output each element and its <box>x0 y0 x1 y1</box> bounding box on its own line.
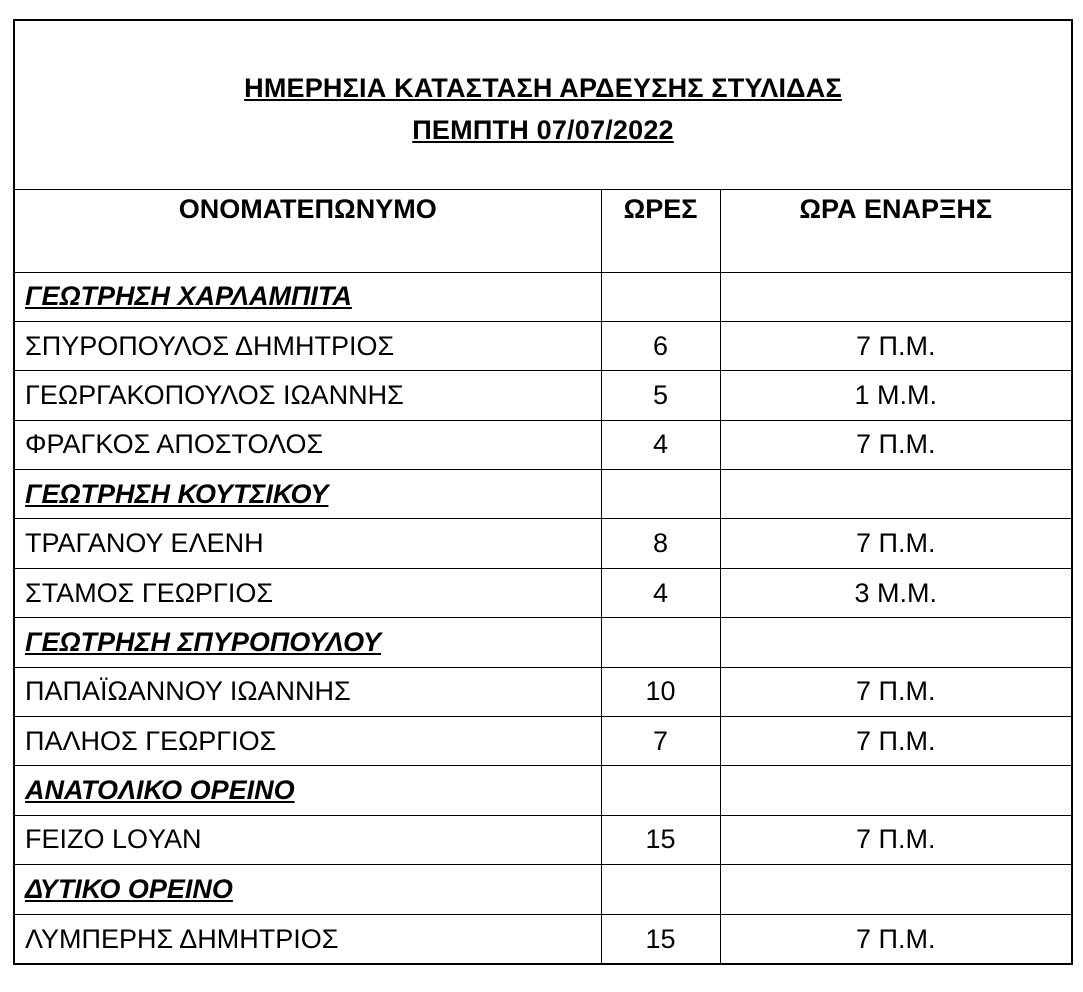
document-title: ΗΜΕΡΗΣΙΑ ΚΑΤΑΣΤΑΣΗ ΑΡΔΕΥΣΗΣ ΣΤΥΛΙΔΑΣ <box>244 73 842 103</box>
table-header-row <box>15 190 1071 272</box>
header-name: ΟΝΟΜΑΤΕΠΩΝΥΜΟ <box>15 190 601 272</box>
hours-cell: 7 <box>601 717 720 766</box>
irrigation-schedule-sheet <box>13 19 1073 965</box>
start-time-cell: 7 Π.Μ. <box>720 717 1071 766</box>
section-row <box>15 618 1071 667</box>
start-time-cell: 7 Π.Μ. <box>720 815 1071 864</box>
section-title: ΓΕΩΤΡΗΣΗ ΧΑΡΛΑΜΠΙΤΑ <box>15 272 601 321</box>
start-time-cell <box>720 766 1071 815</box>
hours-cell: 4 <box>601 568 720 617</box>
table-row <box>15 420 1071 469</box>
table-row <box>15 568 1071 617</box>
table-row <box>15 914 1071 963</box>
table-row <box>15 717 1071 766</box>
person-name: ΦΡΑΓΚΟΣ ΑΠΟΣΤΟΛΟΣ <box>15 420 601 469</box>
hours-cell: 15 <box>601 914 720 963</box>
person-name: ΓΕΩΡΓΑΚΟΠΟΥΛΟΣ ΙΩΑΝΝΗΣ <box>15 371 601 420</box>
person-name: ΠΑΛΗΟΣ ΓΕΩΡΓΙΟΣ <box>15 717 601 766</box>
hours-cell: 6 <box>601 321 720 370</box>
start-time-cell: 7 Π.Μ. <box>720 667 1071 716</box>
section-title: ΔΥΤΙΚΟ ΟΡΕΙΝΟ <box>15 865 601 914</box>
section-row <box>15 470 1071 519</box>
table-row <box>15 815 1071 864</box>
table-row <box>15 321 1071 370</box>
start-time-cell <box>720 272 1071 321</box>
document-date: ΠΕΜΠΤΗ 07/07/2022 <box>412 115 674 145</box>
start-time-cell: 7 Π.Μ. <box>720 914 1071 963</box>
section-row <box>15 766 1071 815</box>
section-title: ΓΕΩΤΡΗΣΗ ΚΟΥΤΣΙΚΟΥ <box>15 470 601 519</box>
header-start-time: ΩΡΑ ΕΝΑΡΞΗΣ <box>720 190 1071 272</box>
hours-cell: 10 <box>601 667 720 716</box>
person-name: ΣΤΑΜΟΣ ΓΕΩΡΓΙΟΣ <box>15 568 601 617</box>
start-time-cell: 3 Μ.Μ. <box>720 568 1071 617</box>
hours-cell: 5 <box>601 371 720 420</box>
person-name: ΛΥΜΠΕΡΗΣ ΔΗΜΗΤΡΙΟΣ <box>15 914 601 963</box>
section-row <box>15 272 1071 321</box>
section-title: ΑΝΑΤΟΛΙΚΟ ΟΡΕΙΝΟ <box>15 766 601 815</box>
header-hours: ΩΡΕΣ <box>601 190 720 272</box>
hours-cell <box>601 272 720 321</box>
hours-cell: 4 <box>601 420 720 469</box>
person-name: FEIZO LOYAN <box>15 815 601 864</box>
start-time-cell <box>720 865 1071 914</box>
table-body <box>15 272 1071 963</box>
hours-cell <box>601 470 720 519</box>
table-row <box>15 371 1071 420</box>
table-row <box>15 667 1071 716</box>
schedule-table <box>15 190 1071 963</box>
hours-cell <box>601 766 720 815</box>
hours-cell <box>601 618 720 667</box>
person-name: ΤΡΑΓΑΝΟΥ ΕΛΕΝΗ <box>15 519 601 568</box>
start-time-cell: 7 Π.Μ. <box>720 420 1071 469</box>
start-time-cell: 7 Π.Μ. <box>720 519 1071 568</box>
start-time-cell <box>720 618 1071 667</box>
start-time-cell: 1 Μ.Μ. <box>720 371 1071 420</box>
title-block <box>15 21 1071 190</box>
section-title: ΓΕΩΤΡΗΣΗ ΣΠΥΡΟΠΟΥΛΟΥ <box>15 618 601 667</box>
hours-cell <box>601 865 720 914</box>
start-time-cell <box>720 470 1071 519</box>
person-name: ΣΠΥΡΟΠΟΥΛΟΣ ΔΗΜΗΤΡΙΟΣ <box>15 321 601 370</box>
hours-cell: 15 <box>601 815 720 864</box>
section-row <box>15 865 1071 914</box>
table-row <box>15 519 1071 568</box>
hours-cell: 8 <box>601 519 720 568</box>
person-name: ΠΑΠΑΪΩΑΝΝΟΥ ΙΩΑΝΝΗΣ <box>15 667 601 716</box>
start-time-cell: 7 Π.Μ. <box>720 321 1071 370</box>
